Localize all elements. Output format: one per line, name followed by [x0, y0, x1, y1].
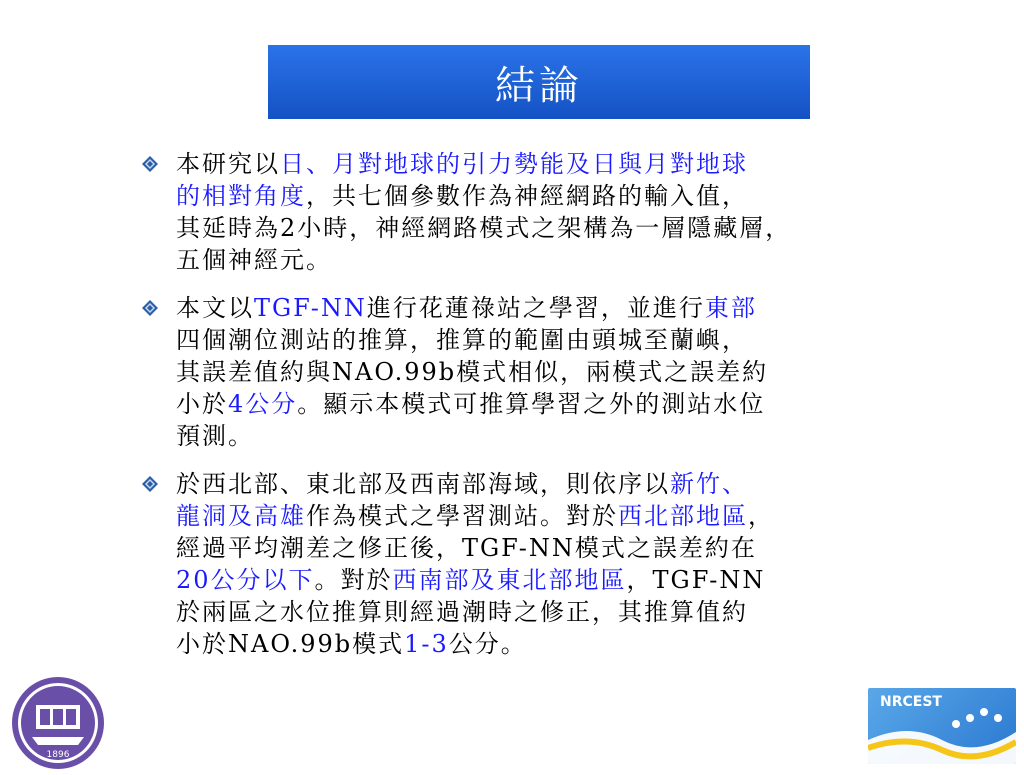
highlighted-text: 4公分 — [228, 390, 298, 418]
highlighted-text: 西北部地區 — [618, 502, 748, 530]
highlighted-text: 的相對角度 — [176, 182, 306, 210]
highlighted-text: 東部 — [704, 294, 757, 322]
bullet-line — [176, 244, 980, 276]
bullet-line — [176, 292, 980, 324]
diamond-bullet-icon — [142, 300, 158, 316]
text-segment: 其誤差值約與NAO.99b模式相似，兩模式之誤差約 — [176, 358, 769, 386]
diamond-bullet-icon — [142, 476, 158, 492]
highlighted-text: 日、月對地球的引力勢能及日與月對地球 — [280, 150, 748, 178]
text-segment: 預測。 — [176, 422, 254, 450]
bullet-line — [176, 212, 980, 244]
text-segment: ，TGF-NN — [626, 566, 766, 594]
bullet-item — [140, 468, 980, 660]
highlighted-text: 龍洞及高雄 — [176, 502, 306, 530]
text-segment: 小於 — [176, 390, 228, 418]
bullet-line — [176, 468, 980, 500]
text-segment: 本研究以 — [176, 150, 280, 178]
bullet-item — [140, 292, 980, 452]
text-segment: 。對於 — [314, 566, 393, 594]
bullet-line — [176, 564, 980, 596]
bullet-line — [176, 420, 980, 452]
text-segment: 公分。 — [448, 630, 527, 658]
bullet-line — [176, 596, 980, 628]
page-title: 結論 — [495, 62, 583, 109]
university-seal-logo — [10, 675, 106, 771]
nrcest-logo-text: NRCEST — [880, 694, 942, 710]
text-segment: 作為模式之學習測站。對於 — [306, 502, 618, 530]
bullet-line — [176, 180, 980, 212]
text-segment: ，共七個參數作為神經網路的輸入值， — [306, 182, 748, 210]
title-banner — [268, 45, 810, 119]
bullet-item — [140, 148, 980, 276]
diamond-bullet-icon — [142, 156, 158, 172]
bullet-line — [176, 356, 980, 388]
bullet-list — [140, 148, 980, 676]
bullet-line — [176, 628, 980, 660]
highlighted-text: TGF-NN — [254, 294, 367, 322]
text-segment: 於西北部、東北部及西南部海域，則依序以 — [176, 470, 670, 498]
seal-year: 1896 — [46, 750, 70, 760]
text-segment: 其延時為2小時，神經網路模式之架構為一層隱藏層， — [176, 214, 792, 242]
bullet-line — [176, 500, 980, 532]
text-segment: 經過平均潮差之修正後，TGF-NN模式之誤差約在 — [176, 534, 757, 562]
text-segment: ， — [748, 502, 774, 530]
highlighted-text: 新竹、 — [670, 470, 748, 498]
bullet-line — [176, 388, 980, 420]
highlighted-text: 西南部及東北部地區 — [392, 566, 627, 594]
nrcest-logo — [868, 688, 1016, 764]
highlighted-text: 20公分以下 — [176, 566, 315, 594]
text-segment: 五個神經元。 — [176, 246, 332, 274]
text-segment: 於兩區之水位推算則經過潮時之修正，其推算值約 — [176, 598, 748, 626]
bullet-line — [176, 148, 980, 180]
text-segment: 四個潮位測站的推算，推算的範圍由頭城至蘭嶼， — [176, 326, 748, 354]
bullet-line — [176, 532, 980, 564]
highlighted-text: 1-3 — [404, 630, 449, 658]
text-segment: 進行花蓮祿站之學習，並進行 — [366, 294, 705, 322]
text-segment: 本文以 — [176, 294, 254, 322]
bullet-line — [176, 324, 980, 356]
text-segment: 小於NAO.99b模式 — [176, 630, 405, 658]
text-segment: 。顯示本模式可推算學習之外的測站水位 — [297, 390, 766, 418]
